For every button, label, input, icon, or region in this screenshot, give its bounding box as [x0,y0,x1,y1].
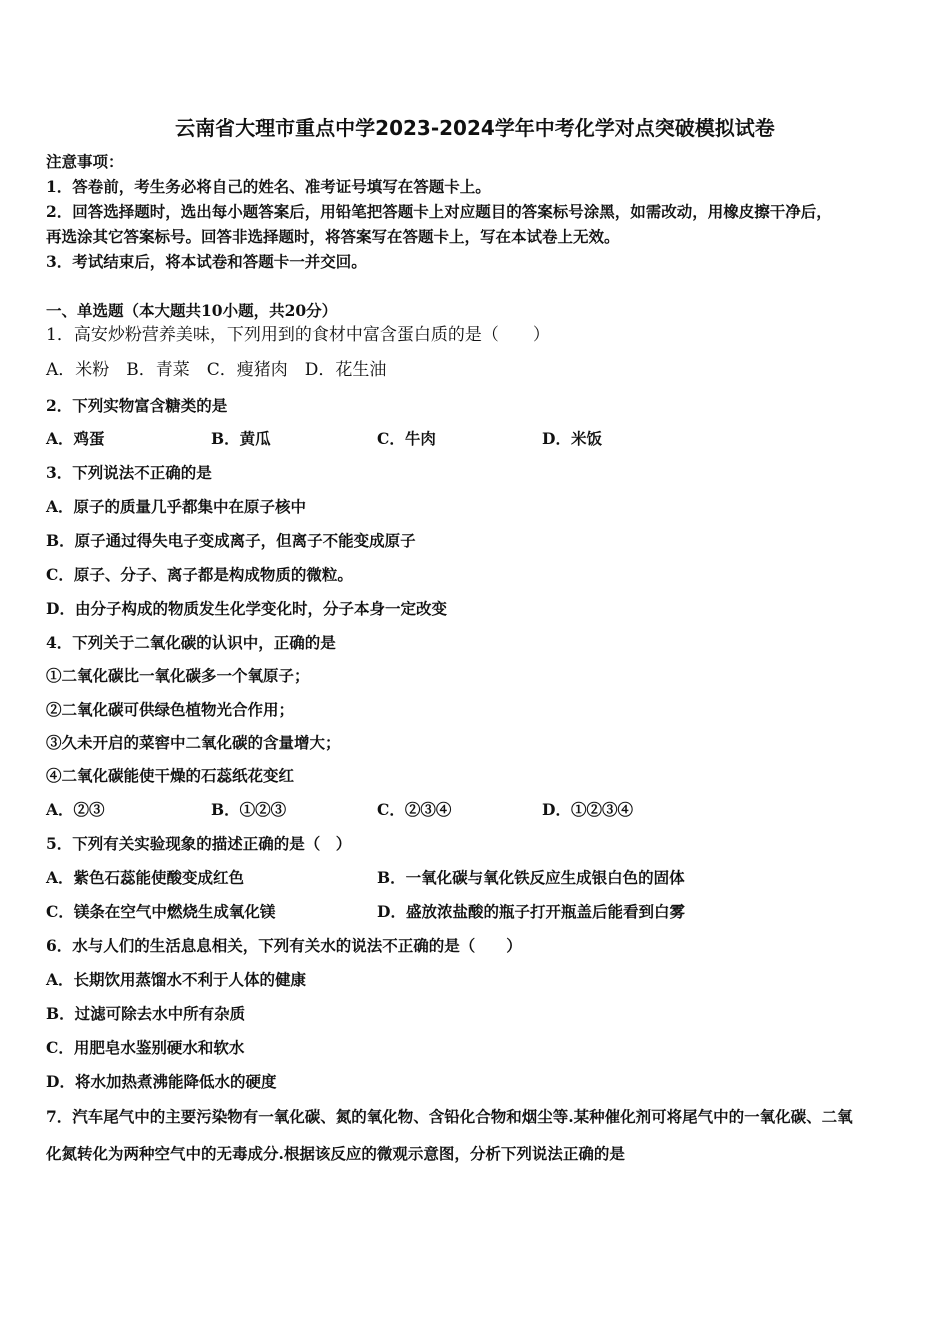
q1-options: A．米粉 B．青菜 C．瘦猪肉 D．花生油 [46,360,387,380]
q4-option-a: A．②③ [46,800,105,819]
q2-option-d: D．米饭 [542,429,602,448]
q4-statement-3: ③久未开启的菜窖中二氧化碳的含量增大； [46,733,341,752]
q4-stem: 4．下列关于二氧化碳的认识中，正确的是 [46,633,336,652]
q3-option-b: B．原子通过得失电子变成离子，但离子不能变成原子 [46,531,416,550]
q6-option-b: B．过滤可除去水中所有杂质 [46,1004,246,1023]
q4-option-c: C．②③④ [377,800,452,819]
notice-heading: 注意事项： [46,152,124,171]
q5-option-b: B．一氧化碳与氧化铁反应生成银白色的固体 [377,868,685,887]
notice-item-1: 1．答卷前，考生务必将自己的姓名、准考证号填写在答题卡上。 [46,177,491,196]
q5-stem: 5．下列有关实验现象的描述正确的是（ ） [46,834,352,853]
section-heading: 一、单选题（本大题共10小题，共20分） [46,301,338,320]
q1-stem: 1．高安炒粉营养美味，下列用到的食材中富含蛋白质的是（ ） [46,325,550,345]
notice-item-2-cont: 再选涂其它答案标号。回答非选择题时，将答案写在答题卡上，写在本试卷上无效。 [46,227,620,246]
q6-option-c: C．用肥皂水鉴别硬水和软水 [46,1038,245,1057]
page-title: 云南省大理市重点中学2023-2024学年中考化学对点突破模拟试卷 [175,116,775,140]
q7-stem-line-2: 化氮转化为两种空气中的无毒成分.根据该反应的微观示意图，分析下列说法正确的是 [46,1144,625,1163]
q3-option-c: C．原子、分子、离子都是构成物质的微粒。 [46,565,353,584]
notice-item-2: 2．回答选择题时，选出每小题答案后，用铅笔把答题卡上对应题目的答案标号涂黑，如需改动，用橡皮擦干净后， [46,202,832,221]
q6-stem: 6．水与人们的生活息息相关，下列有关水的说法不正确的是（ ） [46,936,522,955]
q4-statement-1: ①二氧化碳比一氧化碳多一个氧原子； [46,666,310,685]
q4-statement-4: ④二氧化碳能使干燥的石蕊纸花变红 [46,766,295,785]
q2-option-c: C．牛肉 [377,429,436,448]
notice-item-3: 3．考试结束后，将本试卷和答题卡一并交回。 [46,252,367,271]
q2-stem: 2．下列实物富含糖类的是 [46,396,228,415]
q6-option-d: D．将水加热煮沸能降低水的硬度 [46,1072,277,1091]
q2-option-a: A．鸡蛋 [46,429,105,448]
q4-option-b: B．①②③ [211,800,287,819]
q4-statement-2: ②二氧化碳可供绿色植物光合作用； [46,700,295,719]
q3-option-a: A．原子的质量几乎都集中在原子核中 [46,497,307,516]
q3-stem: 3．下列说法不正确的是 [46,463,212,482]
q5-option-c: C．镁条在空气中燃烧生成氧化镁 [46,902,276,921]
q5-option-d: D．盛放浓盐酸的瓶子打开瓶盖后能看到白雾 [377,902,685,921]
q7-stem-line-1: 7．汽车尾气中的主要污染物有一氧化碳、氮的氧化物、含铅化合物和烟尘等.某种催化剂可将尾气中的一氧化碳、二氧 [46,1107,853,1126]
q4-option-d: D．①②③④ [542,800,633,819]
q6-option-a: A．长期饮用蒸馏水不利于人体的健康 [46,970,307,989]
q3-option-d: D．由分子构成的物质发生化学变化时，分子本身一定改变 [46,599,447,618]
q2-option-b: B．黄瓜 [211,429,271,448]
q5-option-a: A．紫色石蕊能使酸变成红色 [46,868,245,887]
